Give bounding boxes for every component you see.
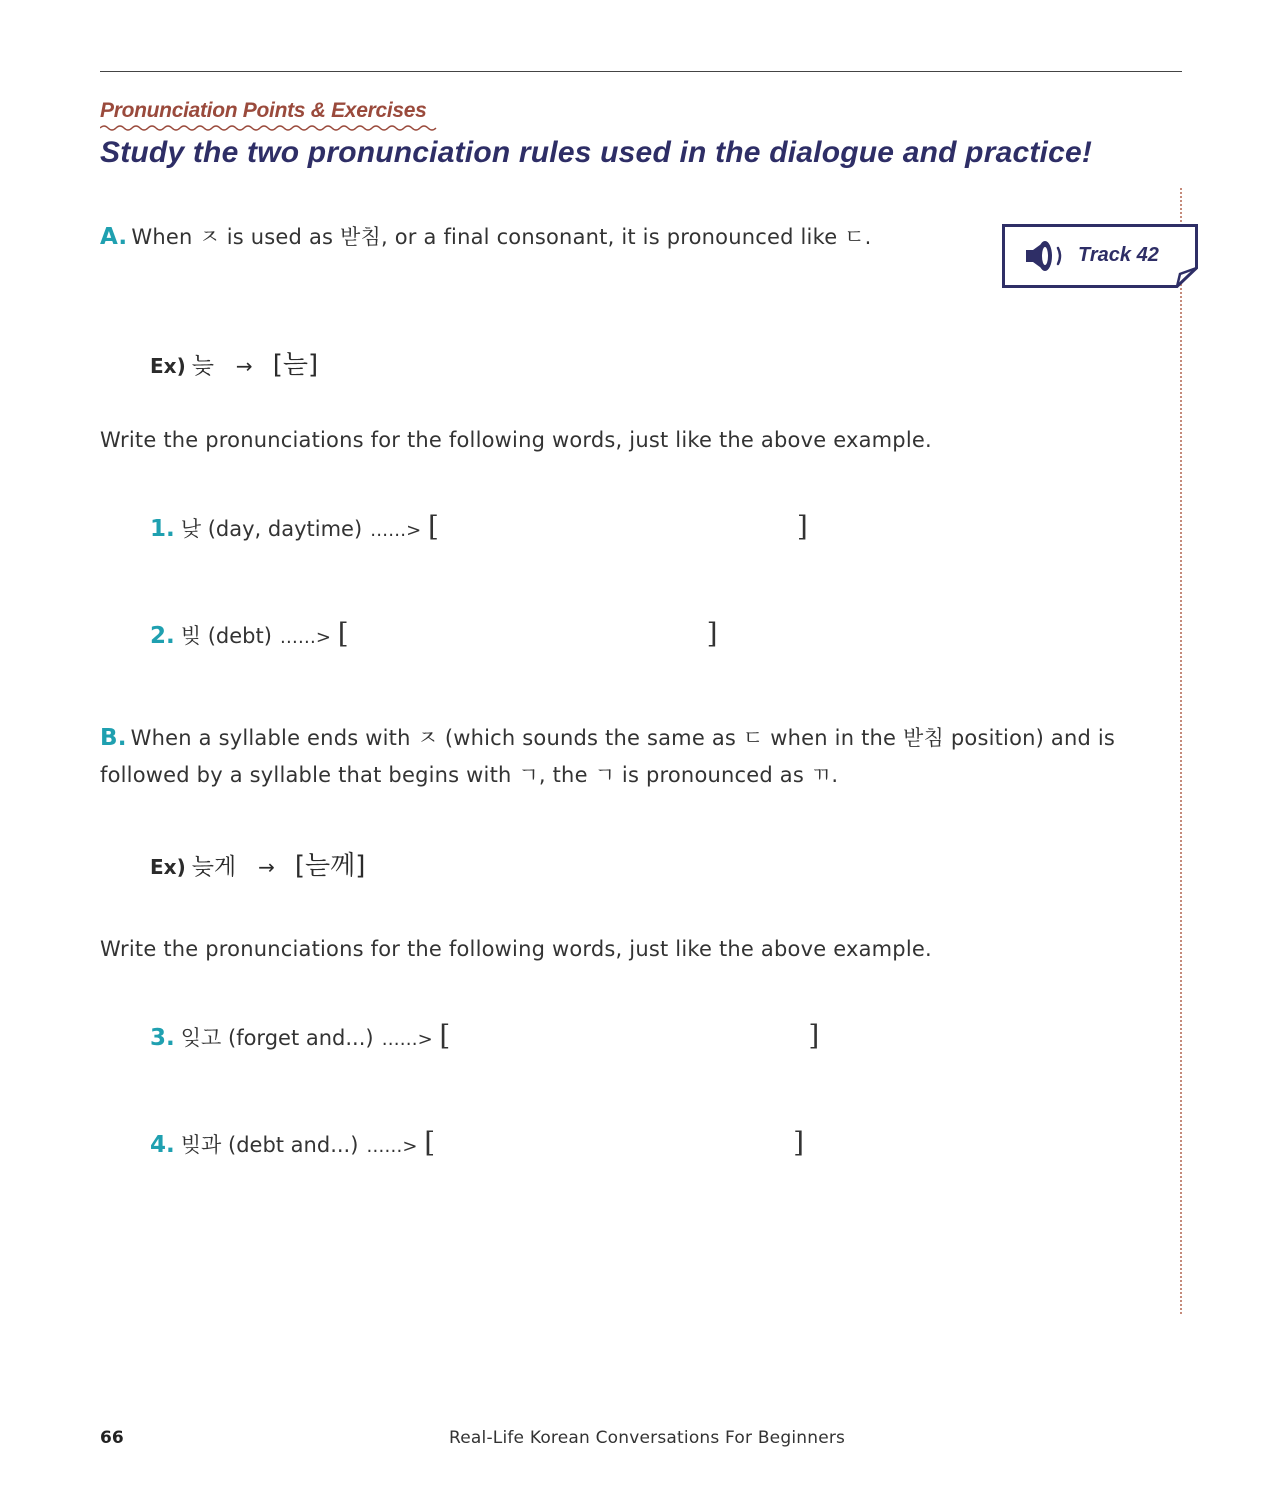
exercise-word: 낮 (day, daytime) [180,517,363,541]
answer-close-bracket: ] [793,1126,805,1159]
example-result: [늗께] [294,851,366,881]
rule-b-text: When a syllable ends with ㅈ (which sounds the same as ㄷ when in the 받침 position) and is followed by a syllable that begins with ㄱ, the ㄱ is pronounced as ㄲ. [100,726,1116,787]
exercise-word: 잊고 (forget and...) [180,1026,374,1050]
exercise-number: 2. [150,623,175,649]
exercise-item-4 [150,1126,804,1159]
book-title: Real-Life Korean Conversations For Beginners [449,1428,846,1448]
exercise-word: 빚 (debt) [180,624,272,648]
answer-close-bracket: ] [796,510,808,543]
exercise-number: 4. [150,1132,175,1158]
example-result: [늗] [272,350,319,380]
wavy-underline [100,124,438,132]
answer-open-bracket: [ [424,1126,436,1159]
pointer-arrow-icon: ……> [366,1136,418,1157]
rule-a-letter: A. [100,224,128,250]
pointer-arrow-icon: ……> [381,1029,433,1050]
rule-a [100,219,960,256]
section-label: Pronunciation Points & Exercises [100,99,427,122]
pointer-arrow-icon: ……> [279,627,332,648]
exercise-number: 3. [150,1025,175,1051]
example-word: 늦 [191,353,214,379]
rule-b-letter: B. [100,725,127,751]
example-tag: Ex) [150,354,186,378]
exercise-item-3 [150,1019,819,1052]
answer-close-bracket: ] [808,1019,820,1052]
pointer-arrow-icon: ……> [370,520,422,541]
instruction-a: Write the pronunciations for the following words, just like the above example. [100,428,932,452]
exercise-number: 1. [150,516,175,542]
exercise-item-1 [150,510,808,543]
track-label: Track 42 [1078,244,1159,266]
page-number: 66 [100,1428,124,1448]
top-rule [100,71,1182,72]
instruction-b: Write the pronunciations for the following words, just like the above example. [100,937,932,961]
example-b [150,845,365,882]
example-word: 늦게 [191,854,237,880]
answer-open-bracket: [ [337,617,349,650]
answer-open-bracket: [ [439,1019,451,1052]
answer-open-bracket: [ [427,510,439,543]
speaker-icon [1024,239,1072,273]
exercise-word: 빚과 (debt and...) [180,1133,359,1157]
arrow-icon: → [258,855,275,879]
track-badge[interactable] [1002,224,1198,288]
side-dotted-rule [1180,188,1182,1314]
page-headline: Study the two pronunciation rules used in the dialogue and practice! [100,136,1093,169]
answer-close-bracket: ] [706,617,718,650]
rule-a-text: When ㅈ is used as 받침, or a final consonant, it is pronounced like ㄷ. [131,225,872,249]
arrow-icon: → [235,354,253,378]
exercise-item-2 [150,617,718,650]
example-a [150,344,318,381]
example-tag: Ex) [150,855,186,879]
rule-b [100,720,1170,794]
